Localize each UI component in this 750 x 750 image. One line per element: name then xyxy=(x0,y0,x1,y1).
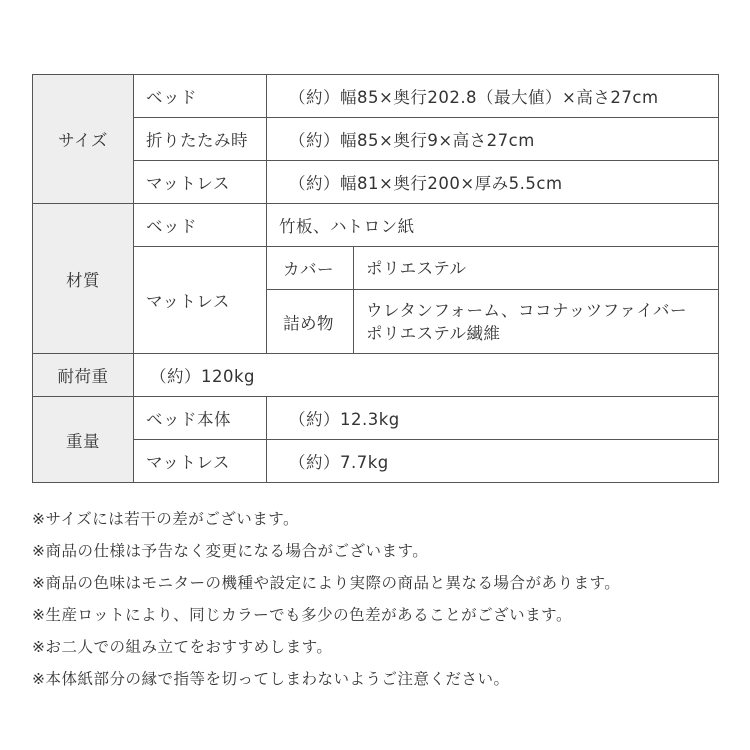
filling-value-line-2: ポリエステル繊維 xyxy=(366,323,501,343)
material-filling-value xyxy=(354,290,719,354)
load-category-cell: 耐荷重 xyxy=(33,354,134,397)
table-row xyxy=(33,440,719,483)
note-item: ※商品の色味はモニターの機種や設定により実際の商品と異なる場合があります。 xyxy=(32,574,621,592)
weight-bed-label: ベッド本体 xyxy=(134,397,267,440)
note-item: ※本体紙部分の縁で指等を切ってしまわないようご注意ください。 xyxy=(32,670,510,688)
weight-mattress-value: （約）7.7kg xyxy=(267,440,719,483)
note-item: ※商品の仕様は予告なく変更になる場合がございます。 xyxy=(32,542,429,560)
note-item: ※サイズには若干の差がございます。 xyxy=(32,510,300,528)
size-folded-label: 折りたたみ時 xyxy=(134,118,267,161)
note-item: ※お二人での組み立てをおすすめします。 xyxy=(32,638,333,656)
size-bed-label: ベッド xyxy=(134,75,267,118)
weight-category-cell: 重量 xyxy=(33,397,134,483)
load-value: （約）120kg xyxy=(134,354,719,397)
table-row xyxy=(33,397,719,440)
material-bed-value: 竹板、ハトロン紙 xyxy=(267,204,719,247)
spec-table xyxy=(32,74,719,483)
table-row xyxy=(33,247,719,290)
table-row xyxy=(33,354,719,397)
material-mattress-label: マットレス xyxy=(134,247,267,354)
size-bed-value: （約）幅85×奥行202.8（最大値）×高さ27cm xyxy=(267,75,719,118)
size-mattress-value: （約）幅81×奥行200×厚み5.5cm xyxy=(267,161,719,204)
note-item: ※生産ロットにより、同じカラーでも多少の色差があることがございます。 xyxy=(32,606,572,624)
table-row xyxy=(33,204,719,247)
material-bed-label: ベッド xyxy=(134,204,267,247)
table-row xyxy=(33,75,719,118)
material-filling-label: 詰め物 xyxy=(267,290,354,354)
material-category-cell: 材質 xyxy=(33,204,134,354)
size-mattress-label: マットレス xyxy=(134,161,267,204)
filling-value-line-1: ウレタンフォーム、ココナッツファイバー xyxy=(366,300,688,320)
weight-bed-value: （約）12.3kg xyxy=(267,397,719,440)
table-row xyxy=(33,118,719,161)
size-category-cell: サイズ xyxy=(33,75,134,204)
material-cover-label: カバー xyxy=(267,247,354,290)
notes-list xyxy=(32,507,742,699)
table-row xyxy=(33,161,719,204)
size-folded-value: （約）幅85×奥行9×高さ27cm xyxy=(267,118,719,161)
weight-mattress-label: マットレス xyxy=(134,440,267,483)
material-cover-value: ポリエステル xyxy=(354,247,719,290)
